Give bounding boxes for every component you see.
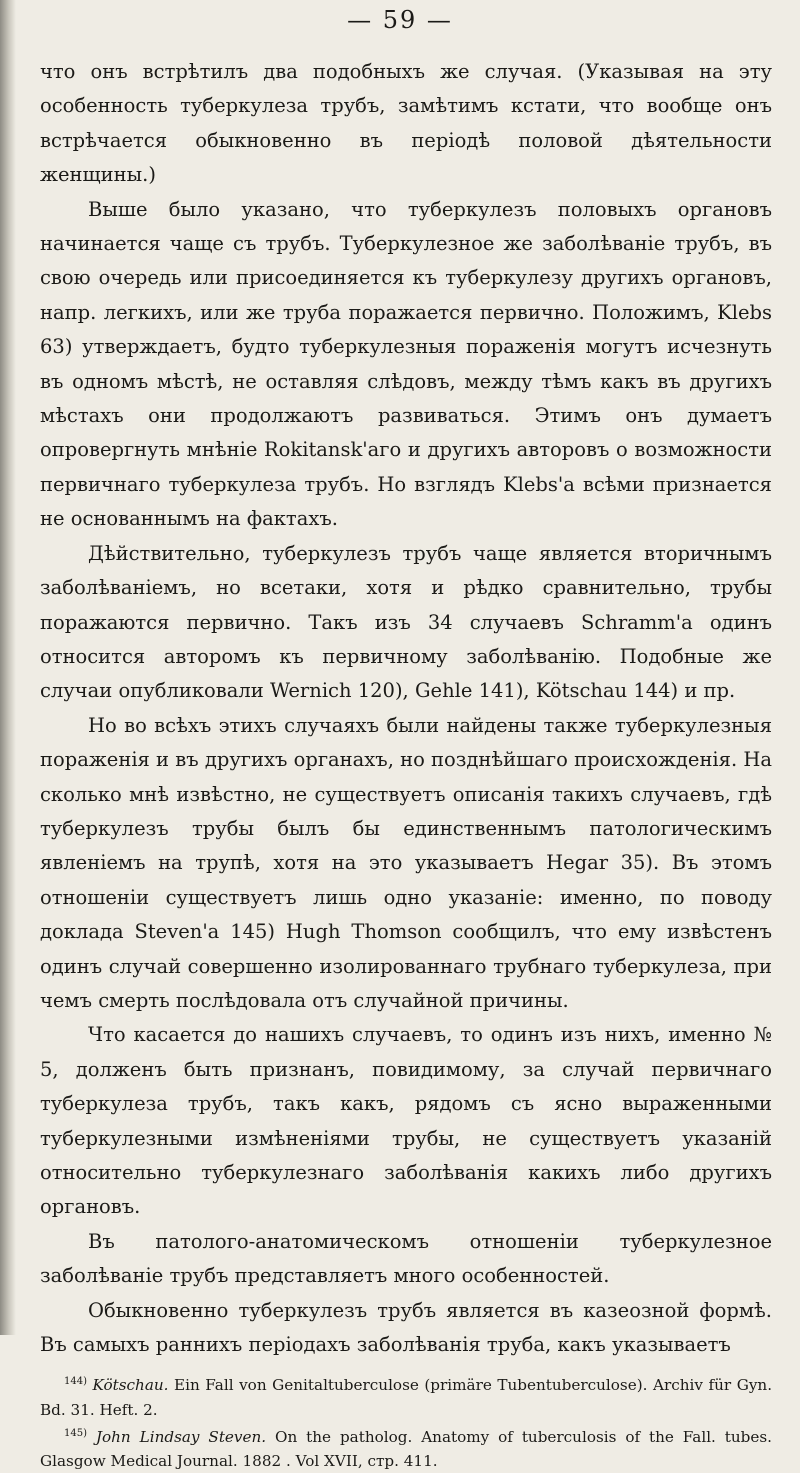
- footnote-author: John Lindsay Steven.: [95, 1427, 267, 1446]
- footnote-ref: 145): [64, 1427, 87, 1439]
- page-number: — 59 —: [347, 6, 453, 34]
- paragraph-2: Выше было указано, что туберкулезъ половыхъ органовъ начинается чаще съ трубъ. Туберкулезное же заболѣваніе трубъ, въ свою очередь или присоединяется къ туберкулезу другихъ органовъ, напр. легкихъ, или же труба поражается первично. Положимъ, Klebs 63) утверждаетъ, будто туберкулезныя пораженія могутъ исчезнуть въ одномъ мѣстѣ, не оставляя слѣдовъ, между тѣмъ какъ въ другихъ мѣстахъ они продолжаютъ развиваться. Этимъ онъ думаетъ опровергнуть мнѣніе Rokitansk'аго и другихъ авторовъ о возможности первичнаго туберкулеза трубъ. Но взглядъ Klebs'а всѣми признается не основаннымъ на фактахъ.: [40, 197, 772, 531]
- footnote-text: Ein Fall von Genitaltuberculose (primäre Tubentuberculose). Archiv für Gyn. Bd. 31. Heft. 2.: [40, 1376, 773, 1419]
- footnote-ref: 144): [64, 1376, 87, 1388]
- paragraph-5: Что касается до нашихъ случаевъ, то одинъ изъ нихъ, именно № 5, долженъ быть признанъ, повидимому, за случай первичнаго туберкулеза трубъ, такъ какъ, рядомъ съ ясно выраженными туберкулезными измѣненіями трубы, не существуетъ указаній относительно туберкулезнаго заболѣванія какихъ либо другихъ органовъ.: [40, 1023, 772, 1219]
- paragraph-6: Въ патолого-анатомическомъ отношеніи туберкулезное заболѣваніе трубъ представляетъ много особенностей.: [40, 1229, 772, 1288]
- scan-edge-shadow: [0, 0, 16, 1335]
- paragraph-7: Обыкновенно туберкулезъ трубъ является въ казеозной формѣ. Въ самыхъ раннихъ періодахъ заболѣванія труба, какъ указываетъ: [40, 1298, 772, 1357]
- footnote-author: Kötschau.: [92, 1376, 169, 1395]
- page-body: [40, 55, 772, 1473]
- footnote-145: [40, 1422, 772, 1473]
- paragraph-1: что онъ встрѣтилъ два подобныхъ же случая. (Указывая на эту особенность туберкулеза трубъ, замѣтимъ кстати, что вообще онъ встрѣчается обыкновенно въ періодѣ половой дѣятельности женщины.): [40, 60, 772, 187]
- footnote-text: On the patholog. Anatomy of tuberculosis of the Fall. tubes. Glasgow Medical Journal. 1882 . Vol XVII, стр. 411.: [40, 1427, 773, 1470]
- paragraph-3: Дѣйствительно, туберкулезъ трубъ чаще является вторичнымъ заболѣваніемъ, но всетаки, хотя и рѣдко сравнительно, трубы поражаются первично. Такъ изъ 34 случаевъ Schramm'а одинъ относится авторомъ къ первичному заболѣванію. Подобные же случаи опубликовали Wernich 120), Gehle 141), Kötschau 144) и пр.: [40, 541, 772, 703]
- footnote-144: [40, 1370, 772, 1421]
- paragraph-4: Но во всѣхъ этихъ случаяхъ были найдены также туберкулезныя пораженія и въ другихъ органахъ, но позднѣйшаго происхожденія. На сколько мнѣ извѣстно, не существуетъ описанія такихъ случаевъ, гдѣ туберкулезъ трубы былъ бы единственнымъ патологическимъ явленіемъ на трупѣ, хотя на это указываетъ Hegar 35). Въ этомъ отношеніи существуетъ лишь одно указаніе: именно, по поводу доклада Steven'а 145) Hugh Thomson сообщилъ, что ему извѣстенъ одинъ случай совершенно изолированнаго трубнаго туберкулеза, при чемъ смерть послѣдовала отъ случайной причины.: [40, 713, 773, 1012]
